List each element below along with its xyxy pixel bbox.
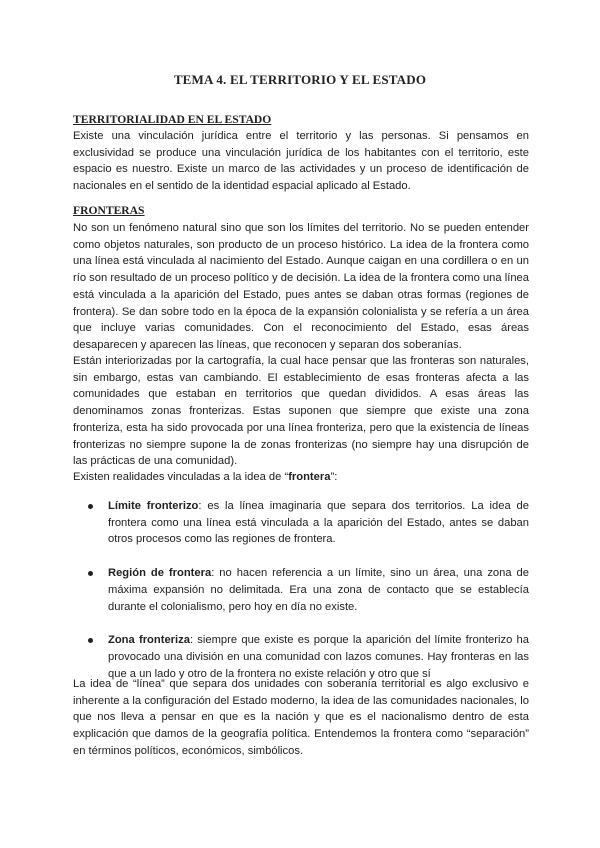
bullet-icon (88, 638, 93, 643)
intro-bold-term: frontera (288, 471, 331, 483)
bullet-icon (88, 504, 93, 509)
list-item (88, 565, 529, 615)
list-item-term: Región de frontera (108, 567, 212, 580)
list-item-text: : es la línea imaginaria que separa dos territorios. La idea de frontera como una línea está vinculada a la aparición del Estado, antes se daban otros procesos como las regiones de frontera. (108, 500, 530, 546)
list-item-text: : siempre que existe es porque la aparición del límite fronterizo ha provocado una división en una comunidad con lazos comunes. Hay fronteras en las que a un lado y otro de la frontera no existe relación y otro que sí (108, 634, 529, 680)
paragraph-intro-list (73, 469, 529, 486)
list-item-term: Límite fronterizo (108, 500, 199, 512)
page-title: TEMA 4. EL TERRITORIO Y EL ESTADO (173, 72, 427, 87)
frontier-types-list (88, 498, 529, 682)
paragraph-final: La idea de “línea” que separa dos unidades con soberanía territorial es algo exclusivo e inherente a la configuración del Estado moderno, la idea de las comunidades nacionales, lo que nos lleva a pensar en que es la nación y que es el nacionalismo dentro de esta explicación que damos de la geografía política. Entendemos la frontera como “separación” en términos políticos, económicos, simbólicos. (73, 678, 529, 757)
intro-prefix: Existen realidades vinculadas a la idea de “ (73, 471, 289, 483)
list-item-text: : no hacen referencia a un límite, sino un área, una zona de máxima expansión no delimitada. Era una zona de contacto que se establecía durante el colonialismo, pero hoy en día no existe. (108, 567, 530, 613)
paragraph-territorialidad: Existe una vinculación jurídica entre el territorio y las personas. Si pensamos en exclusividad se produce una vinculación jurídica de los habitantes con el territorio, este espacio es nuestro. Existe un marco de las actividades y un proceso de identificación de nacionales en el sentido de la identidad espacial aplicado al Estado. (73, 130, 529, 193)
list-item (88, 498, 529, 548)
paragraph-fronteras-2: Están interiorizadas por la cartografía, la cual hace pensar que las fronteras son naturales, sin embargo, estas van cambiando. El establecimiento de esas fronteras afecta a las comunidades que estaban en territorios que quedan divididos. A esas áreas las denominamos zonas fronterizas. Estas suponen que siempre que existe una zona fronteriza, esta ha sido provocada por una línea fronteriza, pero que la existencia de líneas fronterizas no siempre supone la de zonas fronterizas (no siempre hay una disrupción de las prácticas de una comunidad). (73, 355, 529, 468)
section-heading-fronteras: FRONTERAS (73, 204, 145, 217)
list-item-term: Zona fronteriza (108, 634, 190, 647)
paragraph-fronteras-1: No son un fenómeno natural sino que son los límites del territorio. No se pueden entender como objetos naturales, son producto de un proceso histórico. La idea de la frontera como una línea está vinculada al nacimiento del Estado. Aunque caigan en una cordillera o en un río son resultado de un proceso político y de decisión. La idea de la frontera como una línea está vinculada a la aparición del Estado, pues antes se daban otras formas (regiones de frontera). Se dan sobre todo en la época de la expansión colonialista y se refería a un área que incluye varias comunidades. Con el reconocimiento del Estado, esas áreas desaparecen y aparecen las líneas, que reconocen y separan dos soberanías. (73, 222, 529, 351)
bullet-icon (88, 571, 93, 576)
list-item (88, 632, 529, 682)
section-heading-territorialidad: TERRITORIALIDAD EN EL ESTADO (73, 113, 272, 126)
intro-suffix: ”: (330, 471, 338, 483)
